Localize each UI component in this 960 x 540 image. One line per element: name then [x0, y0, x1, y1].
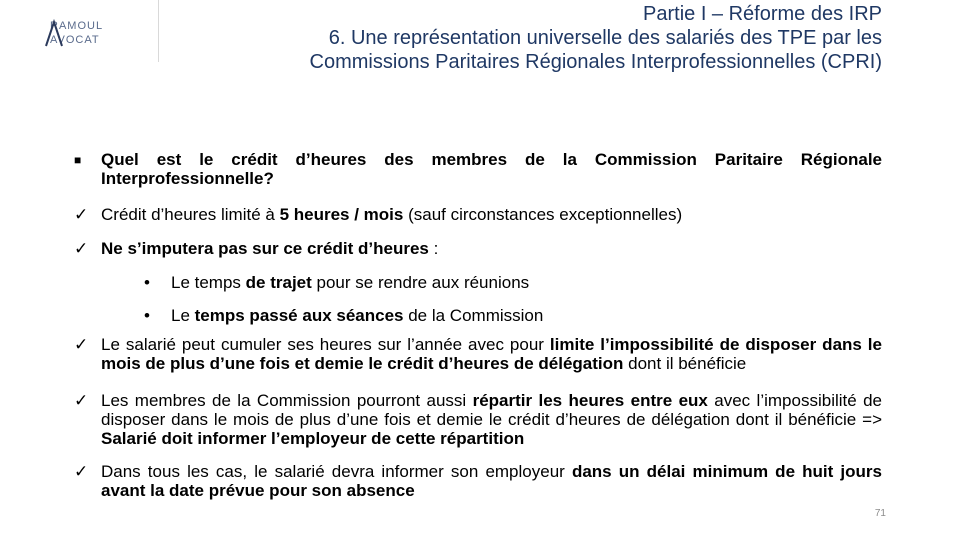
logo-graphic — [40, 18, 140, 48]
sub-list-item: • Le temps passé aux séances de la Commission — [144, 306, 544, 325]
list-item: ✓ Dans tous les cas, le salarié devra informer son employeur dans un délai minimum de huit jours avant la date prévue pour son absence — [74, 462, 882, 500]
question — [74, 150, 882, 188]
title-line2: 6. Une représentation universelle des salariés des TPE par les — [328, 27, 882, 49]
logo-line2: AVOCAT — [50, 34, 100, 46]
checkmark-icon: ✓ — [74, 462, 89, 481]
logo-line1: RAMOUL — [50, 20, 104, 32]
header-divider — [158, 0, 159, 62]
logo — [40, 18, 140, 48]
square-bullet-icon: ■ — [74, 153, 82, 167]
question-text: Quel est le crédit d’heures des membres de la Commission Paritaire Régionale Interprofessionnelle? — [101, 150, 882, 188]
checkmark-icon: ✓ — [74, 391, 89, 410]
checkmark-icon: ✓ — [74, 205, 89, 224]
list-item: ✓ Ne s’imputera pas sur ce crédit d’heures : — [74, 239, 439, 258]
page-number: 71 — [874, 508, 886, 519]
slide-content — [74, 150, 882, 500]
bullet-icon: • — [144, 306, 150, 325]
list-item: ✓ Le salarié peut cumuler ses heures sur l’année avec pour limite l’impossibilité de disposer dans le mois de plus d’une fois et demie le crédit d’heures de délégation dont il bénéficie — [74, 335, 882, 373]
bullet-icon: • — [144, 273, 150, 292]
list-item: ✓ Crédit d’heures limité à 5 heures / mois (sauf circonstances exceptionnelles) — [74, 205, 683, 224]
slide-title — [310, 2, 882, 74]
sub-list-item: • Le temps de trajet pour se rendre aux réunions — [144, 273, 530, 292]
list-item: ✓ Les membres de la Commission pourront aussi répartir les heures entre eux avec l’impossibilité de disposer dans le mois de plus d’une fois et demie le crédit d’heures de délégation dont il bénéficie => Salarié doit informer l’employeur de cette répartition — [74, 391, 882, 448]
title-line1: Partie I – Réforme des IRP — [643, 3, 882, 25]
title-line3: Commissions Paritaires Régionales Interprofessionnelles (CPRI) — [309, 51, 882, 73]
checkmark-icon: ✓ — [74, 335, 89, 354]
checkmark-icon: ✓ — [74, 239, 89, 258]
